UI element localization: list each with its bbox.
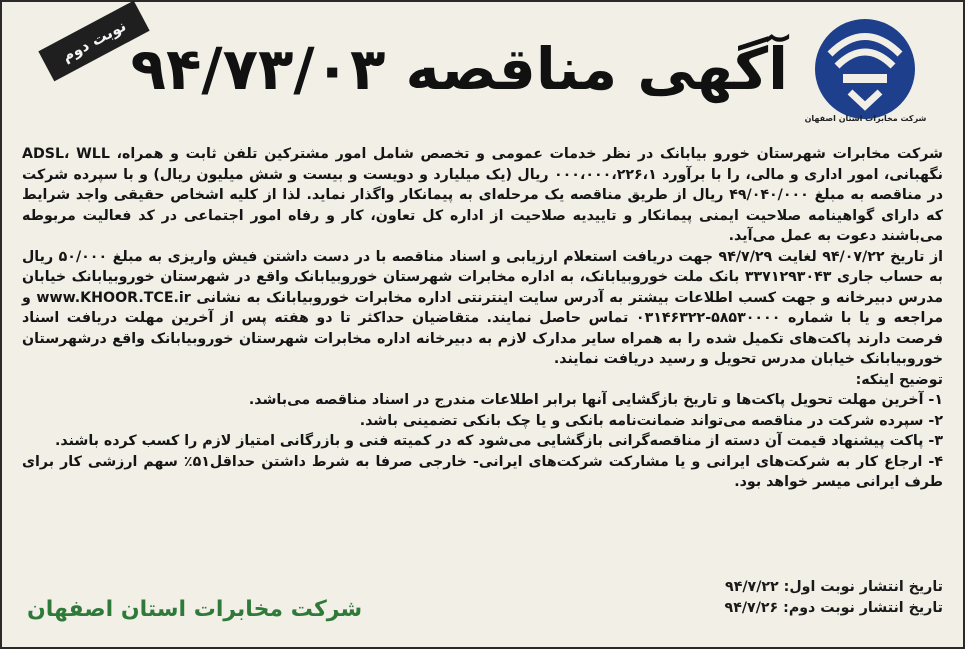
notice-body — [22, 144, 943, 493]
notes-title: توضیح اینکه: — [855, 371, 943, 388]
page-title: آگهی مناقصه ۹۴/۷۳/۰۳ — [130, 35, 788, 103]
second-publication-date: تاریخ انتشار نوبت دوم: ۹۴/۷/۲۶ — [724, 600, 943, 616]
second-round-badge: نوبت دوم — [38, 1, 149, 82]
list-item: ۴- ارجاع کار به شرکت‌های ایرانی و یا مشارکت شرکت‌های ایرانی- خارجی صرفا به شرط داشتن حداقل۵۱٪ سهم ارزشی کار برای طرف ایرانی میسر خواهد بود. — [22, 453, 943, 490]
company-name: شرکت مخابرات استان اصفهان — [27, 597, 363, 622]
documents-paragraph: از تاریخ ۹۴/۰۷/۲۲ لغایت ۹۴/۷/۲۹ جهت دریافت استعلام ارزیابی و اسناد مناقصه با در دست داشتن فیش واریزی به مبلغ ۵۰/۰۰۰ ریال به حساب جاری ۳۳۷۱۲۹۳۰۴۳ بانک ملت خوروبیابانک، به اداره مخابرات شهرستان خوروبیابانک واقع در شهرستان خوروبیابانک خیابان مدرس دبیرخانه و جهت کسب اطلاعات بیشتر به آدرس سایت اینترنتی اداره مخابرات خوروبیابانک به نشانی www.KHOOR.TCE.ir و مراجعه و یا با شماره ۵۸۵۳۰۰۰۰-۰۳۱۴۶۳۲۲ تماس حاصل نمایند. متقاضیان حداکثر تا دو هفته پس از آخرین مهلت دریافت اسناد فرصت دارند پاکت‌های تکمیل شده را به همراه سایر مدارک لازم به دبیرخانه اداره مخابرات شهرستان خوروبیابانک واقع درشهرستان خوروبیابانک خیابان مدرس تحویل و رسید دریافت نمایند. — [22, 248, 944, 367]
list-item: ۳- پاکت پیشنهاد قیمت آن دسته از مناقصه‌گرانی بازگشایی می‌شود که در کمیته فنی و بازرگانی امتیاز لازم را کسب کرده باشند. — [54, 433, 943, 449]
notes-list — [22, 390, 943, 493]
list-item: ۲- سپرده شرکت در مناقصه می‌تواند ضمانت‌نامه بانکی و یا چک بانکی تضمینی باشد. — [359, 412, 943, 429]
logo-caption: شرکت مخابرات استان اصفهان — [804, 114, 927, 123]
intro-paragraph: شرکت مخابرات شهرستان خورو بیابانک در نظر خدمات عمومی و تخصص شامل امور مشترکین تلفن ثابت و همراه، ADSL، WLL نگهبانی، امور اداری و مالی، را با برآورد ۰۰۰،۰۰۰،۲۲۶،۱ ریال (یک میلیارد و دویست و بیست و شش میلیون ریال) و با سپرده شرکت در مناقصه به مبلغ ۴۹/۰۴۰/۰۰۰ ریال از طریق مناقصه یک مرحله‌ای به پیمانکار واگذار نماید. لذا از کلیه اشخاص حقیقی واجد شرایط که دارای گواهینامه صلاحیت ایمنی پیمانکار و تاییدیه صلاحیت از اداره کل تعاون، کار و رفاه امور اجتماعی در کد فعالیت مربوطه می‌باشند دعوت به عمل می‌آید. — [22, 146, 944, 244]
telecom-logo-icon — [805, 14, 925, 129]
publication-dates — [725, 577, 943, 619]
first-publication-date: تاریخ انتشار نوبت اول: ۹۴/۷/۲۲ — [725, 579, 943, 595]
list-item: ۱- آخرین مهلت تحویل پاکت‌ها و تاریخ بازگشایی آنها برابر اطلاعات مندرج در اسناد مناقصه می‌باشد. — [248, 392, 943, 408]
